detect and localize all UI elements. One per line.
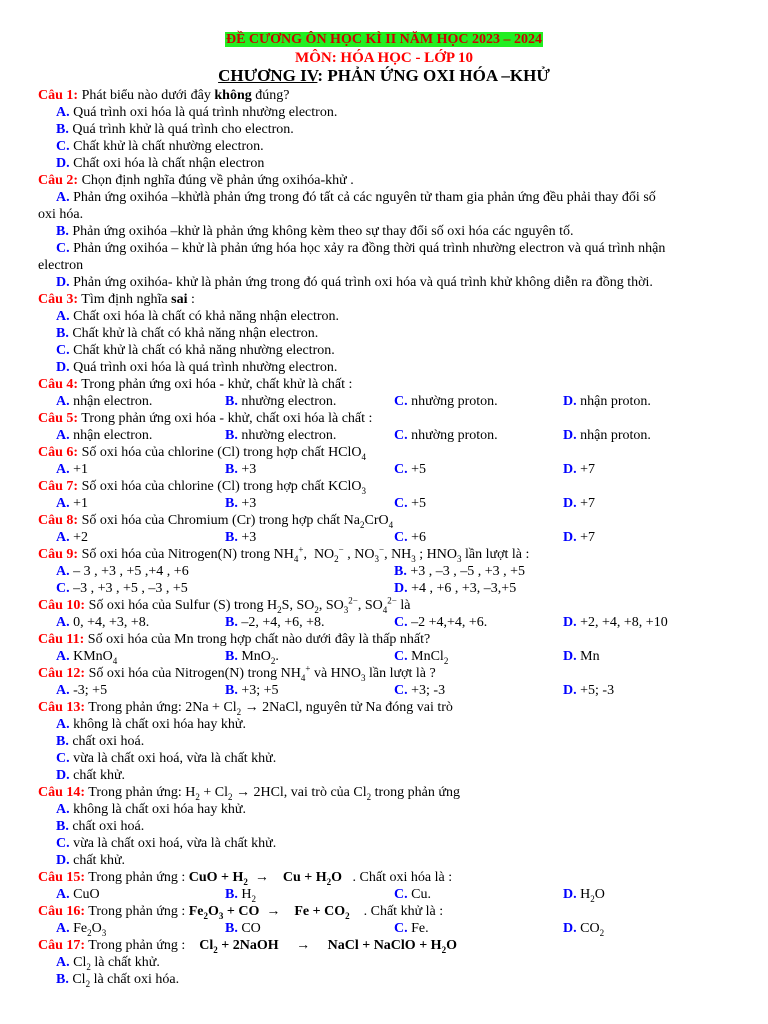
answer-row: A. KMnO$_4$ B. MnO$_2$. C. MnCl$_2$ D. Mn <box>56 649 600 666</box>
answer-option: A. không là chất oxi hóa hay khử. <box>56 802 246 817</box>
answer-option: B. Phản ứng oxihóa –khử là phản ứng không kèm theo sự thay đổi số oxi hóa các nguyên tố. <box>56 224 574 239</box>
answer-option: C. vừa là chất oxi hoá, vừa là chất khử. <box>56 751 277 766</box>
answer-row: A. nhận electron. B. nhường electron. C. nhường proton. D. nhận proton. <box>56 394 651 409</box>
answer-row: A. CuO B. $H_2$ C. Cu. D. $H_2O$ <box>56 887 605 904</box>
question-12: Câu 12: Số oxi hóa của Nitrogen(N) trong $NH_4^+$ và $HNO_3$ lần lượt là ? <box>38 663 436 683</box>
answer-option: D. Chất oxi hóa là chất nhận electron <box>56 156 265 171</box>
answer-row: A. 0, +4, +3, +8. B. –2, +4, +6, +8. C. –2 +4,+4, +6. D. +2, +4, +8, +10 <box>56 615 668 630</box>
answer-option: D. chất khử. <box>56 853 126 868</box>
answer-row: A. $Fe_2O_3$ B. CO C. Fe. D. $CO_2$ <box>56 921 605 938</box>
question-10: Câu 10: Số oxi hóa của Sulfur (S) trong $H_2S$, $SO_2$, $SO_3^{2-}$, $SO_4^{2-}$ là <box>38 595 411 615</box>
question-16: Câu 16: Trong phản ứng : $Fe_2O_3$ + CO → $Fe + CO_2$ . Chất khử là : <box>38 904 444 921</box>
answer-row: A. +2 B. +3 C. +6 D. +7 <box>56 530 596 545</box>
answer-row: A. – 3 , +3 , +5 ,+4 , +6 B. +3 , –3 , –5 , +3 , +5 <box>56 564 526 579</box>
answer-option: A. Chất oxi hóa là chất có khả năng nhận electron. <box>56 309 340 324</box>
question-9: Câu 9: Số oxi hóa của Nitrogen(N) trong $NH_4^+$, $NO_2^-$ , $NO_3^-$, $NH_3$ ; $HNO_3$ lần lượt là : <box>38 544 530 564</box>
answer-row: C. –3 , +3 , +5 , –3 , +5 D. +4 , +6 , +3, –3,+5 <box>56 581 517 596</box>
question-15: Câu 15: Trong phản ứng : CuO + $H_2$ → $Cu + H_2O$ . Chất oxi hóa là : <box>38 870 453 887</box>
answer-option: C. Chất khử là chất nhường electron. <box>56 139 264 154</box>
answer-row: A. +1 B. +3 C. +5 D. +7 <box>56 462 596 477</box>
answer-option: C. Phản ứng oxihóa – khử là phản ứng hóa học xảy ra đồng thời quá trình nhường electron và quá trình nhận <box>56 241 666 256</box>
doc-title: ĐỀ CƯƠNG ÔN HỌC KÌ II NĂM HỌC 2023 – 2024 <box>225 32 543 47</box>
question-7: Câu 7: Số oxi hóa của chlorine (Cl) trong hợp chất KClO$_3$ <box>38 479 367 496</box>
question-13: Câu 13: Trong phản ứng: $2Na + Cl_2$ → 2NaCl, nguyên tử Na đóng vai trò <box>38 700 453 717</box>
answer-option: B. Quá trình khử là quá trình cho electron. <box>56 122 294 137</box>
answer-option: A. không là chất oxi hóa hay khử. <box>56 717 246 732</box>
answer-option: C. Chất khử là chất có khả năng nhường electron. <box>56 343 335 358</box>
question-17: Câu 17: Trong phản ứng : $Cl_2$ + 2NaOH → NaCl + NaClO + $H_2O$ <box>38 938 457 955</box>
doc-chapter: CHƯƠNG IV: PHẢN ỨNG OXI HÓA –KHỬ <box>218 66 550 85</box>
question-11: Câu 11: Số oxi hóa của Mn trong hợp chất nào dưới đây là thấp nhất? <box>38 632 431 647</box>
question-5: Câu 5: Trong phản ứng oxi hóa - khử, chất oxi hóa là chất : <box>38 411 373 426</box>
answer-option: D. Quá trình oxi hóa là quá trình nhường electron. <box>56 360 338 375</box>
answer-option: B. Chất khử là chất có khả năng nhận electron. <box>56 326 319 341</box>
answer-option: A. $Cl_2$ là chất khử. <box>56 955 160 972</box>
question-2: Câu 2: Chọn định nghĩa đúng về phản ứng oxihóa-khử . <box>38 173 354 188</box>
answer-row: A. nhận electron. B. nhường electron. C. nhường proton. D. nhận proton. <box>56 428 651 443</box>
question-8: Câu 8: Số oxi hóa của Chromium (Cr) trong hợp chất $Na_2CrO_4$ <box>38 513 394 530</box>
answer-option: B. chất oxi hoá. <box>56 819 145 834</box>
answer-option: B. chất oxi hoá. <box>56 734 145 749</box>
question-6: Câu 6: Số oxi hóa của chlorine (Cl) trong hợp chất HClO$_4$ <box>38 445 367 462</box>
answer-option-continued: oxi hóa. <box>38 207 84 222</box>
answer-option: D. chất khử. <box>56 768 126 783</box>
question-14: Câu 14: Trong phản ứng: $H_2 + Cl_2 \to 2HCl$, vai trò của $Cl_2$ trong phản ứng <box>38 785 460 802</box>
answer-option-continued: electron <box>38 258 84 273</box>
answer-option: A. Phản ứng oxihóa –khửlà phản ứng trong đó tất cả các nguyên tử tham gia phản ứng đều phải thay đổi số <box>56 190 656 205</box>
doc-subject: MÔN: HÓA HỌC - LỚP 10 <box>295 50 473 66</box>
answer-row: A. -3; +5 B. +3; +5 C. +3; -3 D. +5; -3 <box>56 683 615 698</box>
question-1: Câu 1: Phát biểu nào dưới đây không đúng? <box>38 88 290 103</box>
question-3: Câu 3: Tìm định nghĩa sai : <box>38 292 195 307</box>
answer-option: C. vừa là chất oxi hoá, vừa là chất khử. <box>56 836 277 851</box>
answer-option: D. Phản ứng oxihóa- khử là phản ứng trong đó quá trình oxi hóa và quá trình khử không diễn ra đồng thời. <box>56 275 653 290</box>
answer-row: A. +1 B. +3 C. +5 D. +7 <box>56 496 596 511</box>
question-4: Câu 4: Trong phản ứng oxi hóa - khử, chất khử là chất : <box>38 377 353 392</box>
answer-option: B. $Cl_2$ là chất oxi hóa. <box>56 972 180 989</box>
answer-option: A. Quá trình oxi hóa là quá trình nhường electron. <box>56 105 338 120</box>
